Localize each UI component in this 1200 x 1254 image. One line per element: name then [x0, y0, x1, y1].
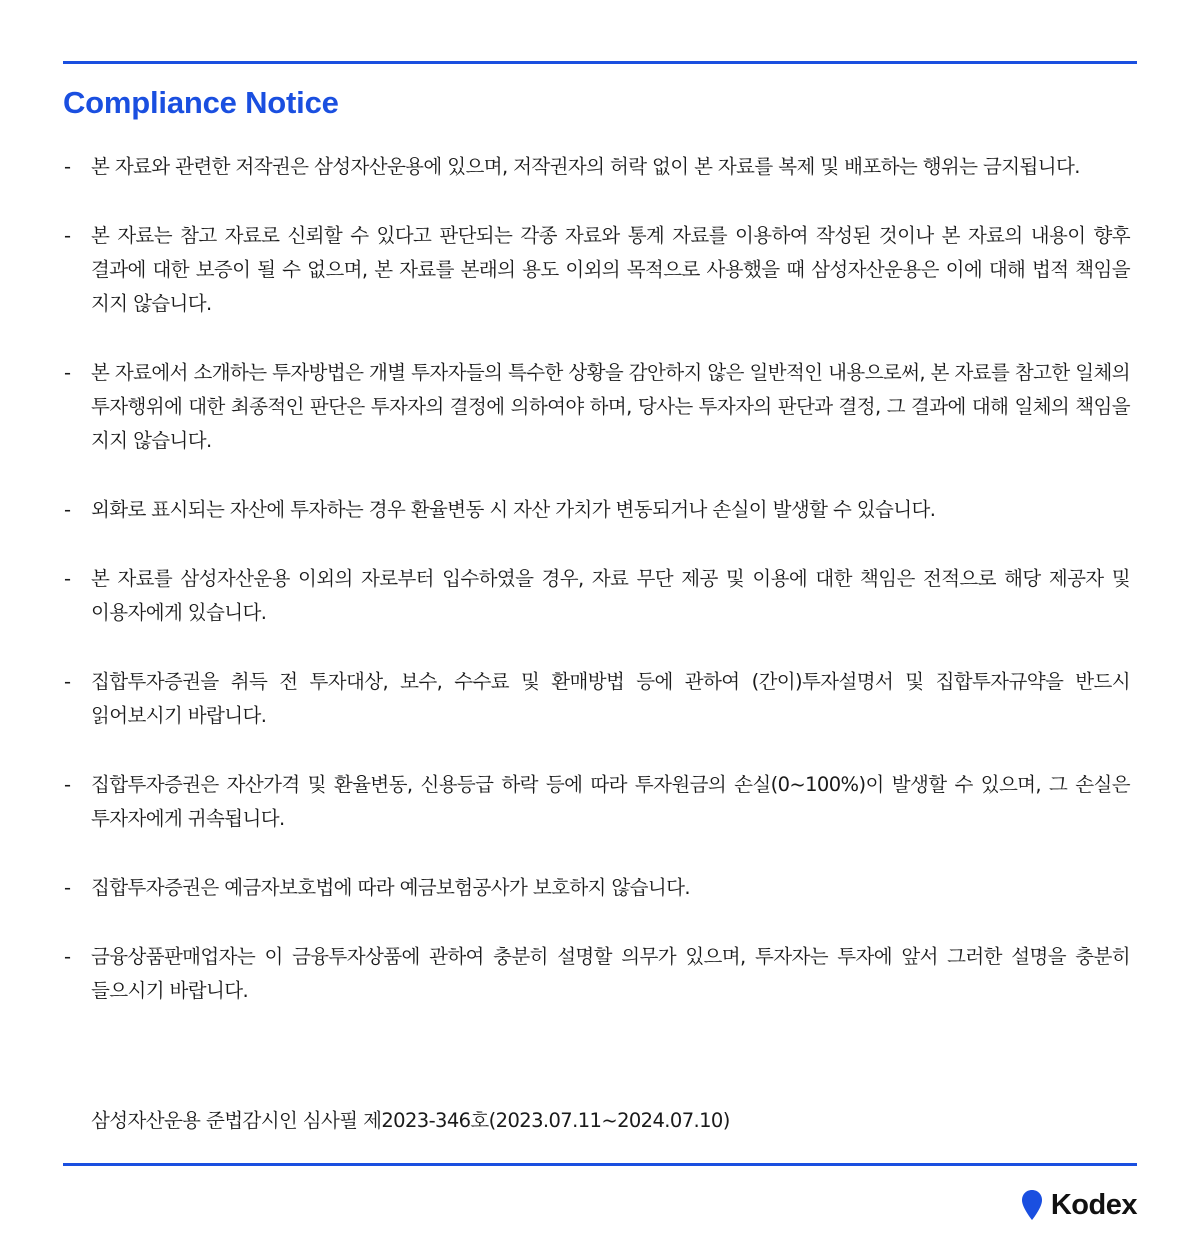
- bullet-dash: -: [64, 224, 71, 247]
- bottom-divider: [63, 1163, 1137, 1166]
- notice-item: [63, 356, 1130, 458]
- top-divider: [63, 61, 1137, 64]
- brand-name: Kodex: [1050, 1189, 1137, 1221]
- notice-text: 금융상품판매업자는 이 금융투자상품에 관하여 충분히 설명할 의무가 있으며, 투자자는 투자에 앞서 그러한 설명을 충분히 들으시기 바랍니다.: [91, 945, 1130, 1002]
- notice-item: [63, 768, 1130, 836]
- bullet-dash: -: [64, 945, 71, 968]
- bullet-dash: -: [64, 155, 71, 178]
- notice-item: [63, 219, 1130, 321]
- notice-text: 외화로 표시되는 자산에 투자하는 경우 환율변동 시 자산 가치가 변동되거나 손실이 발생할 수 있습니다.: [91, 498, 936, 521]
- bullet-dash: -: [64, 567, 71, 590]
- notice-text: 집합투자증권을 취득 전 투자대상, 보수, 수수료 및 환매방법 등에 관하여 (간이)투자설명서 및 집합투자규약을 반드시 읽어보시기 바랍니다.: [91, 670, 1130, 727]
- notice-text: 집합투자증권은 예금자보호법에 따라 예금보험공사가 보호하지 않습니다.: [91, 876, 690, 899]
- location-pin-icon: [1021, 1189, 1043, 1221]
- brand-logo: [1021, 1188, 1137, 1222]
- notice-item: [63, 150, 1130, 184]
- notice-text: 본 자료에서 소개하는 투자방법은 개별 투자자들의 특수한 상황을 감안하지 않은 일반적인 내용으로써, 본 자료를 참고한 일체의 투자행위에 대한 최종적인 판단은 투자자의 결정에 의하여야 하며, 당사는 투자자의 판단과 결정, 그 결과에 대해 일체의 책임을 지지 않습니다.: [91, 361, 1130, 452]
- notice-list: [63, 150, 1130, 1043]
- page-title: Compliance Notice: [63, 85, 339, 120]
- notice-item: [63, 665, 1130, 733]
- bullet-dash: -: [64, 498, 71, 521]
- notice-text: 본 자료는 참고 자료로 신뢰할 수 있다고 판단되는 각종 자료와 통계 자료를 이용하여 작성된 것이나 본 자료의 내용이 향후 결과에 대한 보증이 될 수 없으며, 본 자료를 본래의 용도 이외의 목적으로 사용했을 때 삼성자산운용은 이에 대해 법적 책임을 지지 않습니다.: [91, 224, 1130, 315]
- bullet-dash: -: [64, 773, 71, 796]
- notice-text: 본 자료와 관련한 저작권은 삼성자산운용에 있으며, 저작권자의 허락 없이 본 자료를 복제 및 배포하는 행위는 금지됩니다.: [91, 155, 1080, 178]
- notice-item: [63, 493, 1130, 527]
- notice-text: 집합투자증권은 자산가격 및 환율변동, 신용등급 하락 등에 따라 투자원금의 손실(0~100%)이 발생할 수 있으며, 그 손실은 투자자에게 귀속됩니다.: [91, 773, 1130, 830]
- bullet-dash: -: [64, 670, 71, 693]
- bullet-dash: -: [64, 361, 71, 384]
- compliance-approval-number: 삼성자산운용 준법감시인 심사필 제2023-346호(2023.07.11~2024.07.10): [91, 1109, 730, 1132]
- notice-text: 본 자료를 삼성자산운용 이외의 자로부터 입수하였을 경우, 자료 무단 제공 및 이용에 대한 책임은 전적으로 해당 제공자 및 이용자에게 있습니다.: [91, 567, 1130, 624]
- bullet-dash: -: [64, 876, 71, 899]
- notice-item: [63, 940, 1130, 1008]
- notice-item: [63, 871, 1130, 905]
- notice-item: [63, 562, 1130, 630]
